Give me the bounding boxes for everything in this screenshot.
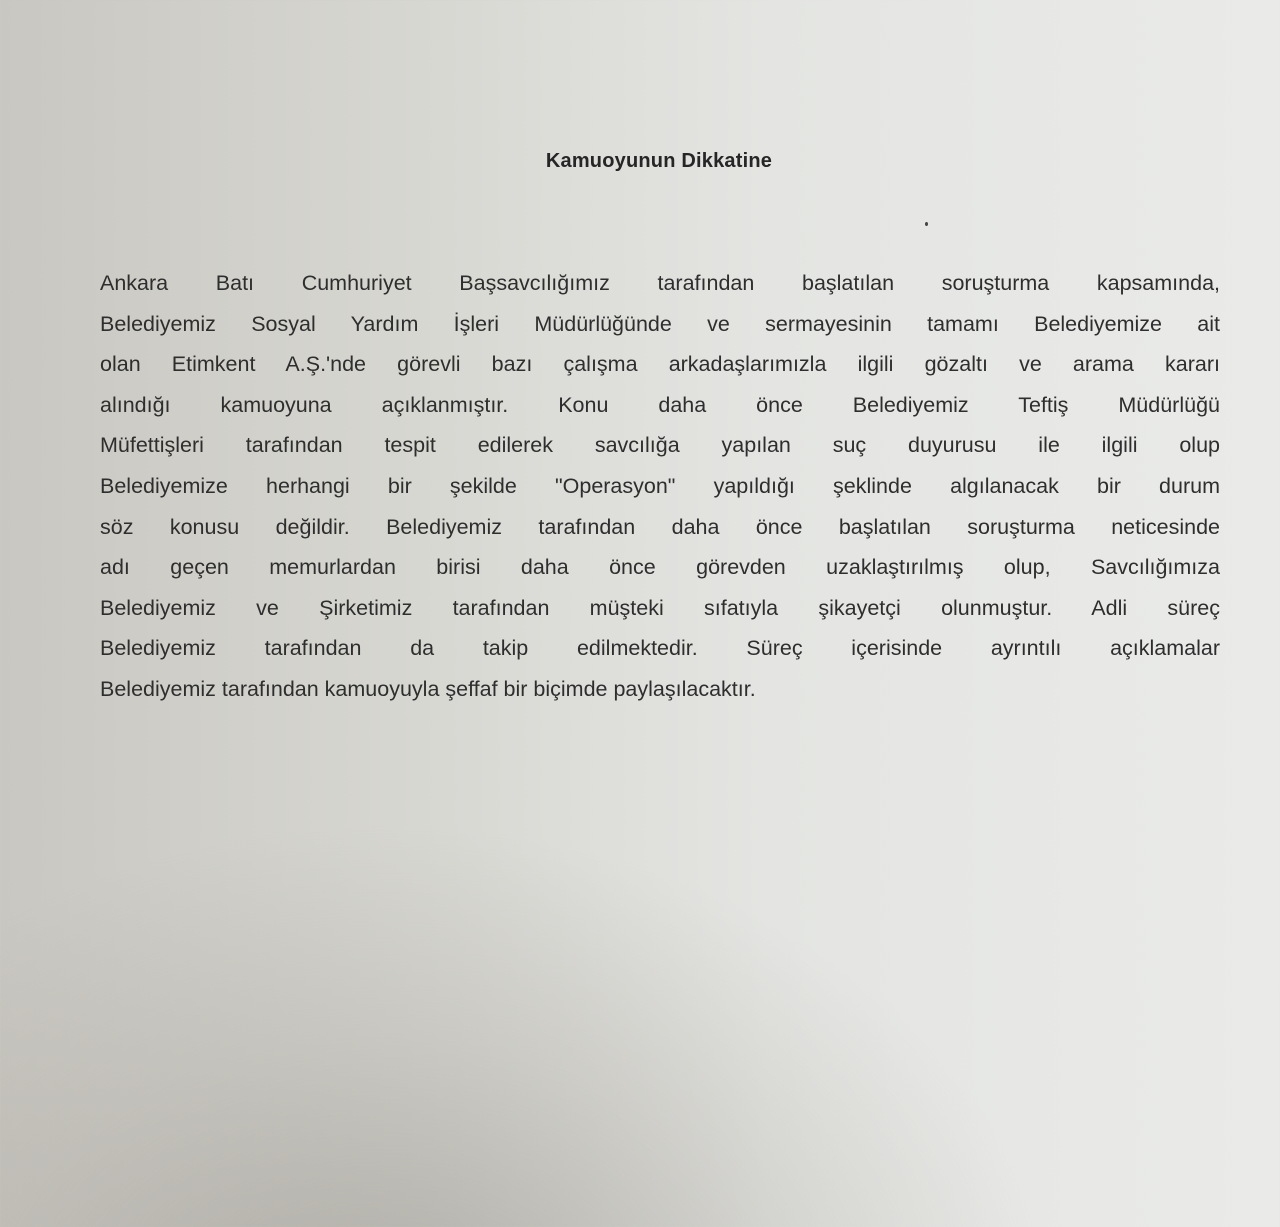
body-line: alındığı kamuoyuna açıklanmıştır. Konu daha önce Belediyemiz Teftiş Müdürlüğü bbox=[100, 392, 1220, 417]
document-title: Kamuoyunun Dikkatine bbox=[545, 150, 773, 172]
body-line: Ankara Batı Cumhuriyet Başsavcılığımız tarafından başlatılan soruşturma kapsamında, bbox=[100, 271, 1220, 295]
body-line: olan Etimkent A.Ş.'nde görevli bazı çalışma arkadaşlarımızla ilgili gözaltı ve arama kararı bbox=[100, 352, 1220, 377]
document-body bbox=[100, 263, 1220, 710]
body-line: Belediyemiz tarafından da takip edilmektedir. Süreç içerisinde ayrıntılı açıklamalar bbox=[100, 636, 1220, 661]
body-line: Belediyemiz ve Şirketimiz tarafından müşteki sıfatıyla şikayetçi olunmuştur. Adli süreç bbox=[100, 595, 1220, 620]
body-line: adı geçen memurlardan birisi daha önce görevden uzaklaştırılmış olup, Savcılığımıza bbox=[100, 555, 1220, 580]
body-line-last: Belediyemiz tarafından kamuoyuyla şeffaf bir biçimde paylaşılacaktır. bbox=[100, 676, 756, 701]
body-line: söz konusu değildir. Belediyemiz tarafından daha önce başlatılan soruşturma neticesinde bbox=[100, 514, 1220, 539]
body-line: Belediyemiz Sosyal Yardım İşleri Müdürlüğünde ve sermayesinin tamamı Belediyemize ait bbox=[100, 311, 1220, 336]
ink-speck bbox=[925, 222, 928, 226]
body-line: Belediyemize herhangi bir şekilde "Operasyon" yapıldığı şeklinde algılanacak bir durum bbox=[100, 473, 1220, 498]
body-line: Müfettişleri tarafından tespit edilerek savcılığa yapılan suç duyurusu ile ilgili olup bbox=[100, 433, 1220, 458]
